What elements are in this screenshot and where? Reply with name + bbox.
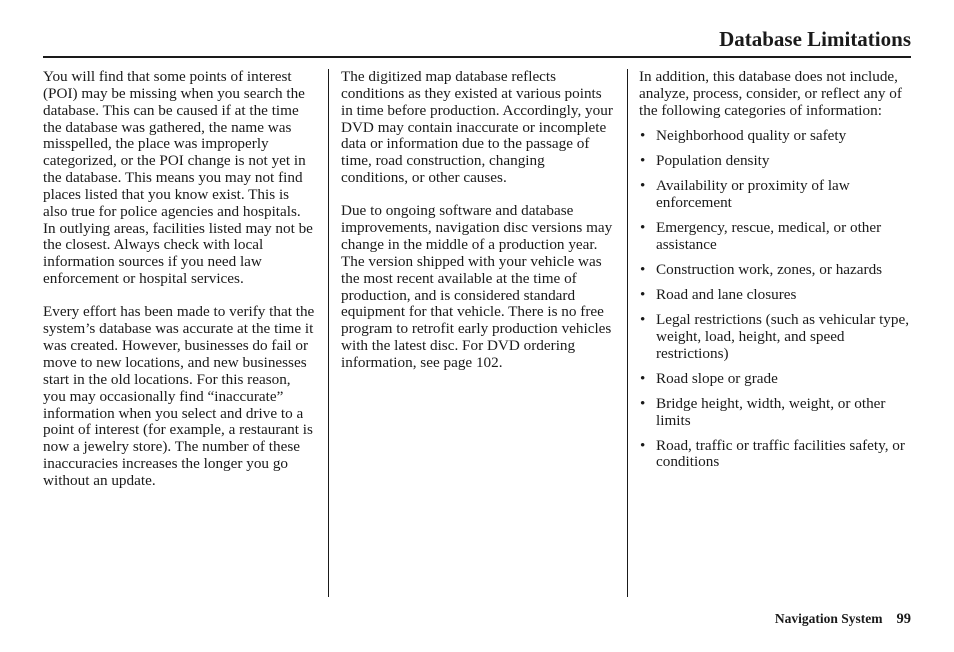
list-item	[639, 178, 911, 212]
column-right	[639, 69, 911, 479]
footer-section-name: Navigation System	[774, 611, 883, 626]
column-middle	[341, 69, 613, 388]
bullet-icon: •	[640, 436, 646, 454]
list-item	[639, 153, 911, 170]
list-item	[639, 128, 911, 145]
list-item	[639, 312, 911, 363]
bullet-icon: •	[640, 285, 646, 303]
list-item-text: Emergency, rescue, medical, or other assistance	[656, 218, 882, 253]
paragraph-map-database: The digitized map database reflects conditions as they existed at various points in time before production. Accordingly, your DVD may contain inaccurate or incomplete data or information due to the passage of time, road construction, changing conditions, or other causes.	[341, 68, 613, 187]
categories-list	[639, 128, 911, 471]
bullet-icon: •	[640, 127, 646, 145]
list-item-text: Population density	[656, 152, 770, 170]
list-item-text: Neighborhood quality or safety	[656, 127, 847, 145]
list-item-text: Road and lane closures	[656, 285, 797, 303]
list-item	[639, 396, 911, 430]
paragraph-categories-intro: In addition, this database does not include, analyze, process, consider, or reflect any of the following categories of information:	[639, 68, 902, 119]
column-divider	[627, 69, 628, 597]
list-item	[639, 371, 911, 388]
page-number: 99	[896, 611, 911, 627]
bullet-icon: •	[640, 218, 646, 236]
bullet-icon: •	[640, 394, 646, 412]
bullet-icon: •	[640, 369, 646, 387]
list-item-text: Bridge height, width, weight, or other limits	[656, 394, 886, 429]
header-rule	[43, 56, 911, 58]
list-item	[639, 287, 911, 304]
paragraph-poi-missing: You will find that some points of interest (POI) may be missing when you search the database. This can be caused if at the time the database was gathered, the name was misspelled, the place was improperly categorized, or the POI change is not yet in the database. This means you may not find places listed that you know exist. This is also true for police agencies and hospitals. In outlying areas, facilities listed may not be the closest. Always check with local information sources if you need law enforcement or hospital services.	[43, 68, 313, 288]
page-footer	[775, 611, 911, 628]
list-item-text: Road, traffic or traffic facilities safety, or conditions	[656, 436, 905, 471]
bullet-icon: •	[640, 152, 646, 170]
list-item	[639, 220, 911, 254]
list-item-text: Construction work, zones, or hazards	[656, 260, 883, 278]
page-title: Database Limitations	[719, 27, 911, 51]
list-item-text: Legal restrictions (such as vehicular type, weight, load, height, and speed restrictions)	[656, 310, 910, 362]
bullet-icon: •	[640, 260, 646, 278]
list-item	[639, 438, 911, 472]
paragraph-disc-versions: Due to ongoing software and database improvements, navigation disc versions may change in the middle of a production year. The version shipped with your vehicle was the most recent available at the time of production, and is considered standard equipment for that vehicle. There is no free program to retrofit early production vehicles with the latest disc. For DVD ordering information, see page 102.	[341, 202, 613, 371]
list-item-text: Road slope or grade	[656, 369, 778, 387]
column-divider	[328, 69, 329, 597]
bullet-icon: •	[640, 177, 646, 195]
column-left	[43, 69, 317, 506]
list-item	[639, 262, 911, 279]
bullet-icon: •	[640, 310, 646, 328]
paragraph-accuracy: Every effort has been made to verify that the system’s database was accurate at the time it was created. However, businesses do fail or move to new locations, and new businesses start in the old locations. For this reason, you may occasionally find “inaccurate” information when you select and drive to a point of interest (for example, a restaurant is now a jewelry store). The number of these inaccuracies increases the longer you go without an update.	[43, 303, 315, 489]
list-item-text: Availability or proximity of law enforcement	[656, 177, 850, 211]
